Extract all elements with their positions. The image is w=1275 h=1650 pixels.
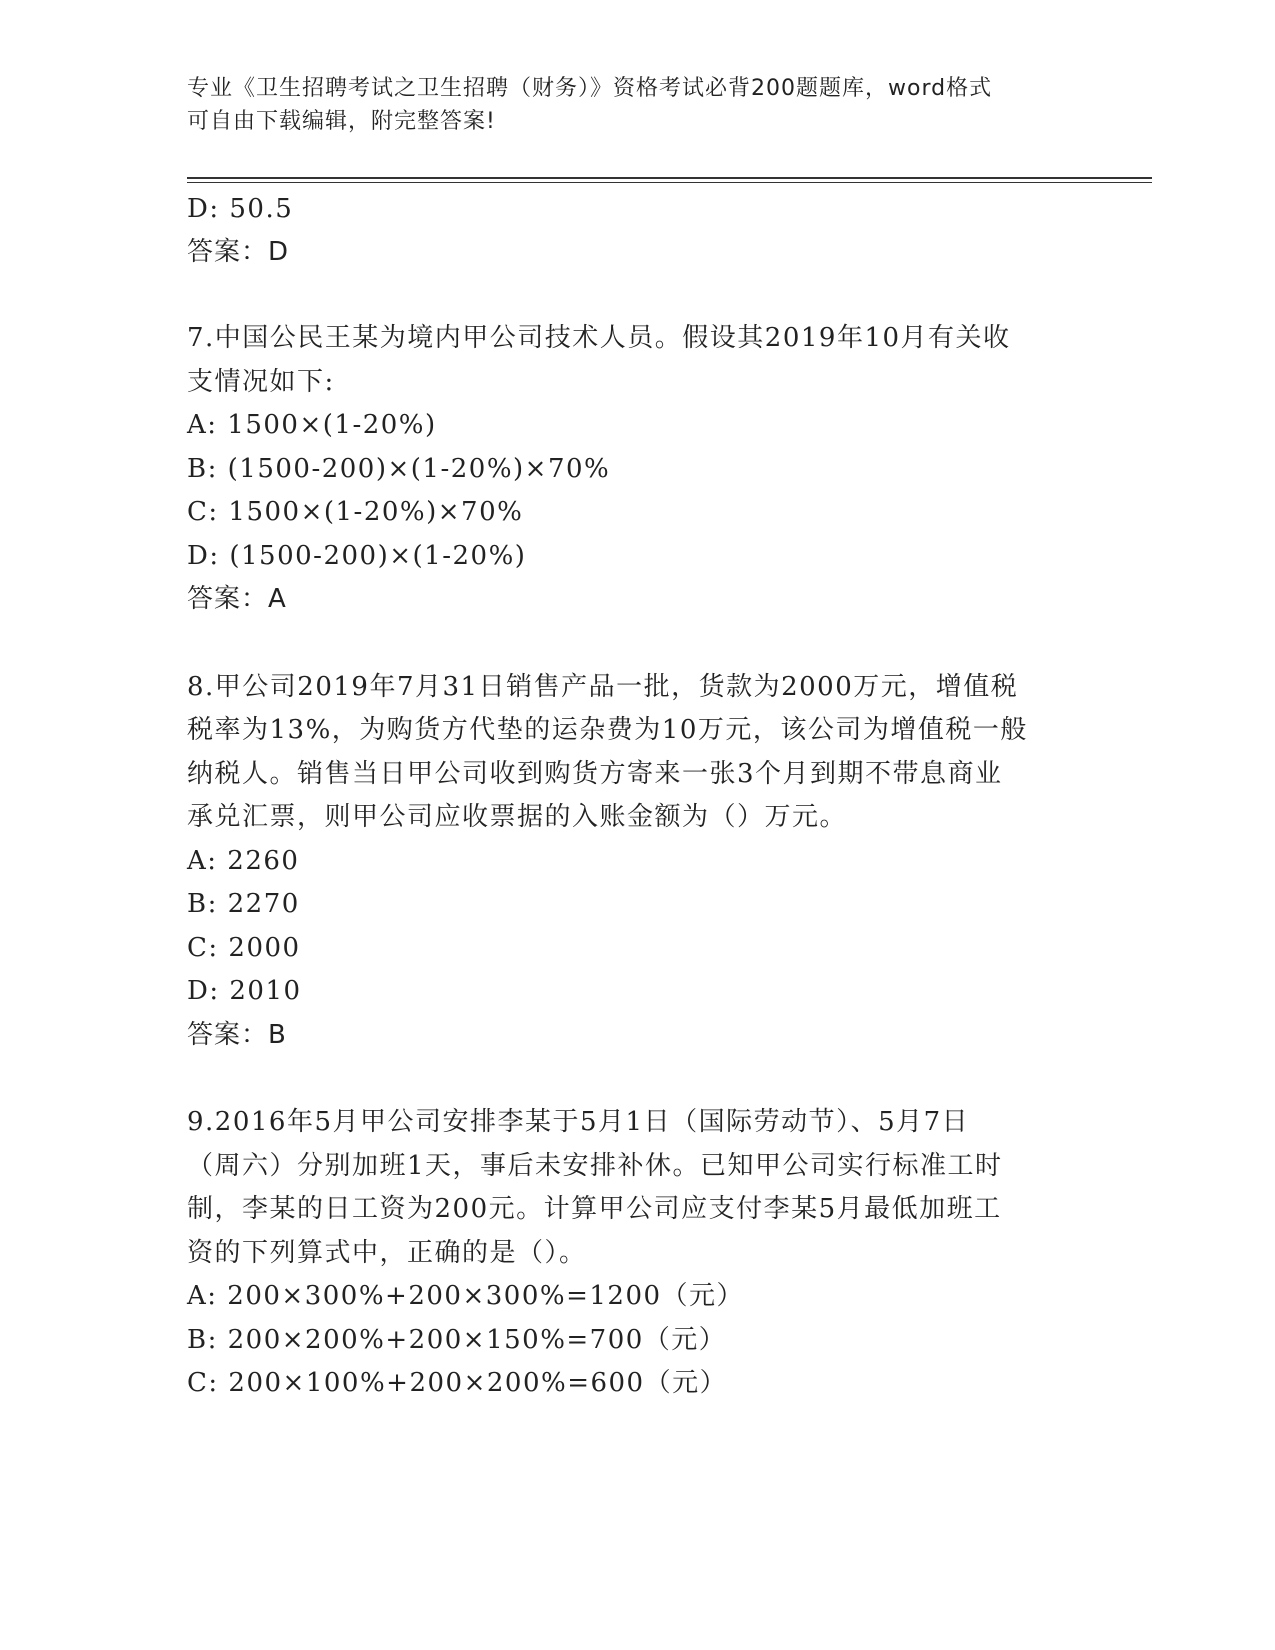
header-title-line-2: 可自由下载编辑，附完整答案! — [187, 109, 496, 134]
q9-option-b: B: 200×200%+200×150%=700（元） — [187, 1325, 727, 1355]
q7-option-b: B: (1500-200)×(1-20%)×70% — [187, 454, 611, 484]
q8-option-d: D: 2010 — [187, 976, 302, 1006]
page-header — [187, 72, 1087, 138]
q7-option-a: A: 1500×(1-20%) — [187, 410, 437, 440]
q8-stem-line-2: 税率为13%，为购货方代垫的运杂费为10万元，该公司为增值税一般 — [187, 715, 1028, 745]
q8-option-a: A: 2260 — [187, 846, 300, 876]
q9-stem-line-3: 制，李某的日工资为200元。计算甲公司应支付李某5月最低加班工 — [187, 1194, 1002, 1224]
q8-stem-line-3: 纳税人。销售当日甲公司收到购货方寄来一张3个月到期不带息商业 — [187, 759, 1003, 789]
q8-option-b: B: 2270 — [187, 889, 300, 919]
q8-answer: 答案：B — [187, 1020, 287, 1050]
header-divider-thin — [187, 182, 1152, 183]
q8-stem-line-1: 8.甲公司2019年7月31日销售产品一批，货款为2000万元，增值税 — [187, 672, 1019, 702]
prev-answer: 答案：D — [187, 237, 290, 267]
q7-option-c: C: 1500×(1-20%)×70% — [187, 497, 524, 527]
header-divider-thick — [187, 177, 1152, 179]
q7-answer: 答案：A — [187, 584, 287, 614]
q9-stem-line-2: （周六）分别加班1天，事后未安排补休。已知甲公司实行标准工时 — [187, 1151, 1003, 1181]
q7-option-d: D: (1500-200)×(1-20%) — [187, 541, 527, 571]
q8-stem-line-4: 承兑汇票，则甲公司应收票据的入账金额为（）万元。 — [187, 802, 848, 832]
q9-stem-line-4: 资的下列算式中，正确的是（）。 — [187, 1238, 587, 1268]
q9-option-c: C: 200×100%+200×200%=600（元） — [187, 1368, 728, 1398]
q9-option-a: A: 200×300%+200×300%=1200（元） — [187, 1281, 745, 1311]
prev-option-d: D: 50.5 — [187, 194, 294, 224]
q7-stem-line-1: 7.中国公民王某为境内甲公司技术人员。假设其2019年10月有关收 — [187, 323, 1011, 353]
q8-option-c: C: 2000 — [187, 933, 301, 963]
q9-stem-line-1: 9.2016年5月甲公司安排李某于5月1日（国际劳动节）、5月7日 — [187, 1107, 970, 1137]
header-title-line-1: 专业《卫生招聘考试之卫生招聘（财务）》资格考试必背200题题库，word格式 — [187, 76, 993, 101]
q7-stem-line-2: 支情况如下: — [187, 367, 335, 397]
